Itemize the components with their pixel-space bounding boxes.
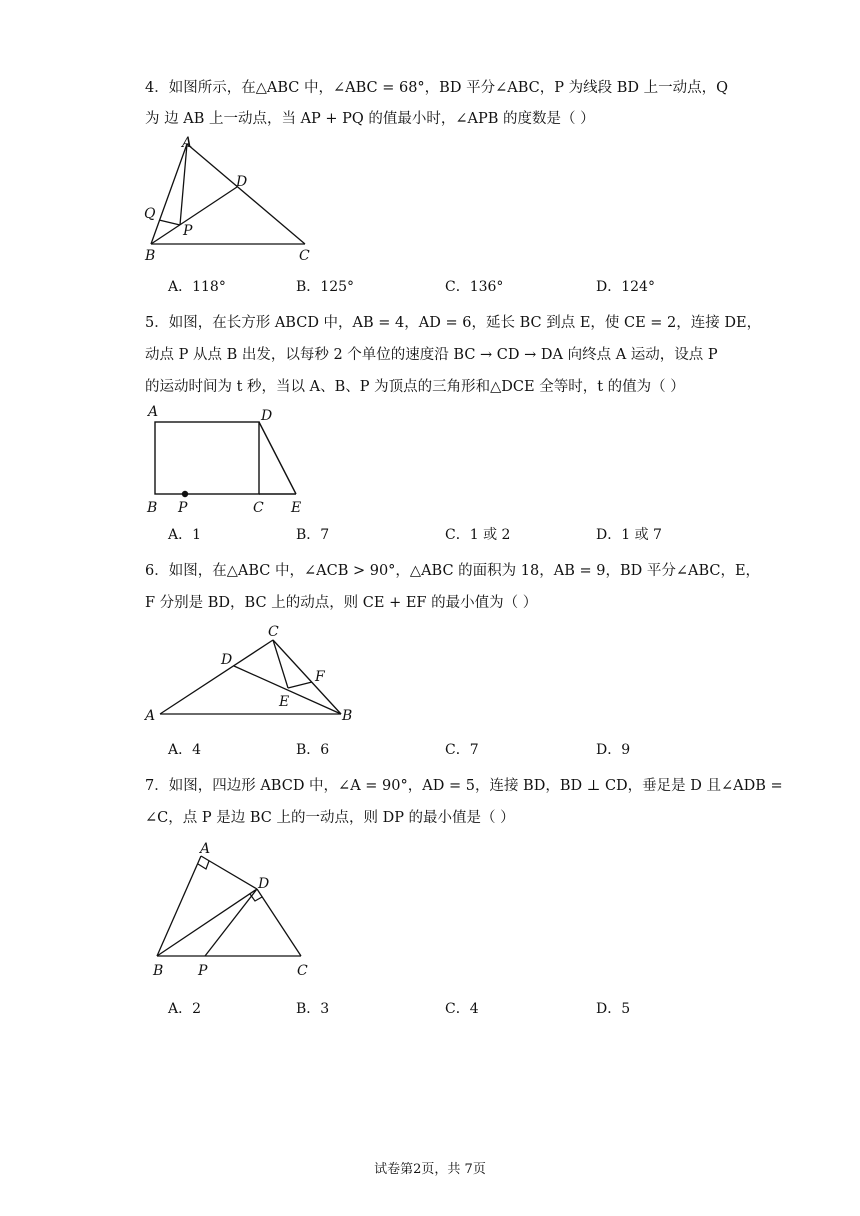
question-5-line-2: 动点 P 从点 B 出发，以每秒 2 个单位的速度沿 BC → CD → DA 向终点 A 运动，设点 P — [145, 347, 718, 363]
figure-label: F — [315, 669, 325, 685]
question-5-figure — [140, 400, 320, 520]
figure-label: D — [261, 408, 273, 424]
figure-label: B — [145, 248, 156, 264]
figure-label: B — [147, 500, 158, 516]
figure-label: D — [258, 876, 270, 892]
question-5-line-3: 的运动时间为 t 秒，当以 A、B、P 为顶点的三角形和△DCE 全等时，t 的值为（ ） — [145, 379, 685, 395]
figure-label: E — [279, 694, 290, 710]
option-c[interactable]: C．1 或 2 — [445, 527, 511, 543]
option-a[interactable]: A．1 — [168, 527, 202, 543]
page-footer: 试卷第2页，共 7页 — [374, 1162, 486, 1177]
figure-label: P — [198, 963, 208, 979]
option-c[interactable]: C．7 — [445, 742, 479, 758]
option-a[interactable]: A．2 — [168, 1001, 202, 1017]
option-b[interactable]: B．7 — [296, 527, 330, 543]
option-d[interactable]: D．1 或 7 — [596, 527, 662, 543]
figure-label: C — [268, 624, 279, 640]
figure-label: P — [178, 500, 188, 516]
question-4-line-1: 4．如图所示，在△ABC 中，∠ABC = 68°，BD 平分∠ABC，P 为线段 BD 上一动点，Q — [145, 80, 728, 96]
option-b[interactable]: B．3 — [296, 1001, 330, 1017]
question-7-figure — [145, 836, 325, 981]
figure-label: A — [148, 404, 159, 420]
figure-label: A — [200, 841, 211, 857]
question-4-figure — [138, 134, 328, 264]
option-a[interactable]: A．118° — [168, 279, 226, 295]
figure-label: C — [253, 500, 264, 516]
figure-label: A — [182, 135, 193, 151]
option-a[interactable]: A．4 — [168, 742, 202, 758]
figure-label: E — [291, 500, 302, 516]
question-5-line-1: 5．如图，在长方形 ABCD 中，AB = 4，AD = 6，延长 BC 到点 E，使 CE = 2，连接 DE， — [145, 315, 762, 331]
figure-label: C — [299, 248, 310, 264]
option-d[interactable]: D．5 — [596, 1001, 631, 1017]
figure-label: Q — [144, 206, 156, 222]
figure-label: B — [153, 963, 164, 979]
question-6-line-2: F 分别是 BD，BC 上的动点，则 CE + EF 的最小值为（ ） — [145, 595, 538, 611]
question-7-line-2: ∠C，点 P 是边 BC 上的一动点，则 DP 的最小值是（ ） — [145, 810, 515, 826]
question-6-line-1: 6．如图，在△ABC 中，∠ACB > 90°，△ABC 的面积为 18，AB = 9，BD 平分∠ABC，E， — [145, 563, 761, 579]
option-c[interactable]: C．4 — [445, 1001, 479, 1017]
figure-label: D — [236, 174, 248, 190]
option-b[interactable]: B．125° — [296, 279, 355, 295]
point-p-dot — [182, 491, 188, 497]
figure-label: P — [183, 223, 193, 239]
question-6-figure — [140, 620, 365, 725]
option-b[interactable]: B．6 — [296, 742, 330, 758]
right-angle-mark-a — [198, 861, 209, 869]
question-4-line-2: 为 边 AB 上一动点，当 AP + PQ 的值最小时，∠APB 的度数是（ ） — [145, 111, 595, 127]
figure-label: C — [297, 963, 308, 979]
option-c[interactable]: C．136° — [445, 279, 504, 295]
option-d[interactable]: D．124° — [596, 279, 655, 295]
figure-label: B — [342, 708, 353, 724]
figure-label: A — [145, 708, 156, 724]
figure-label: D — [221, 652, 233, 668]
question-7-line-1: 7．如图，四边形 ABCD 中，∠A = 90°，AD = 5，连接 BD，BD ⊥ CD，垂足是 D 且∠ADB = — [145, 778, 783, 794]
option-d[interactable]: D．9 — [596, 742, 631, 758]
